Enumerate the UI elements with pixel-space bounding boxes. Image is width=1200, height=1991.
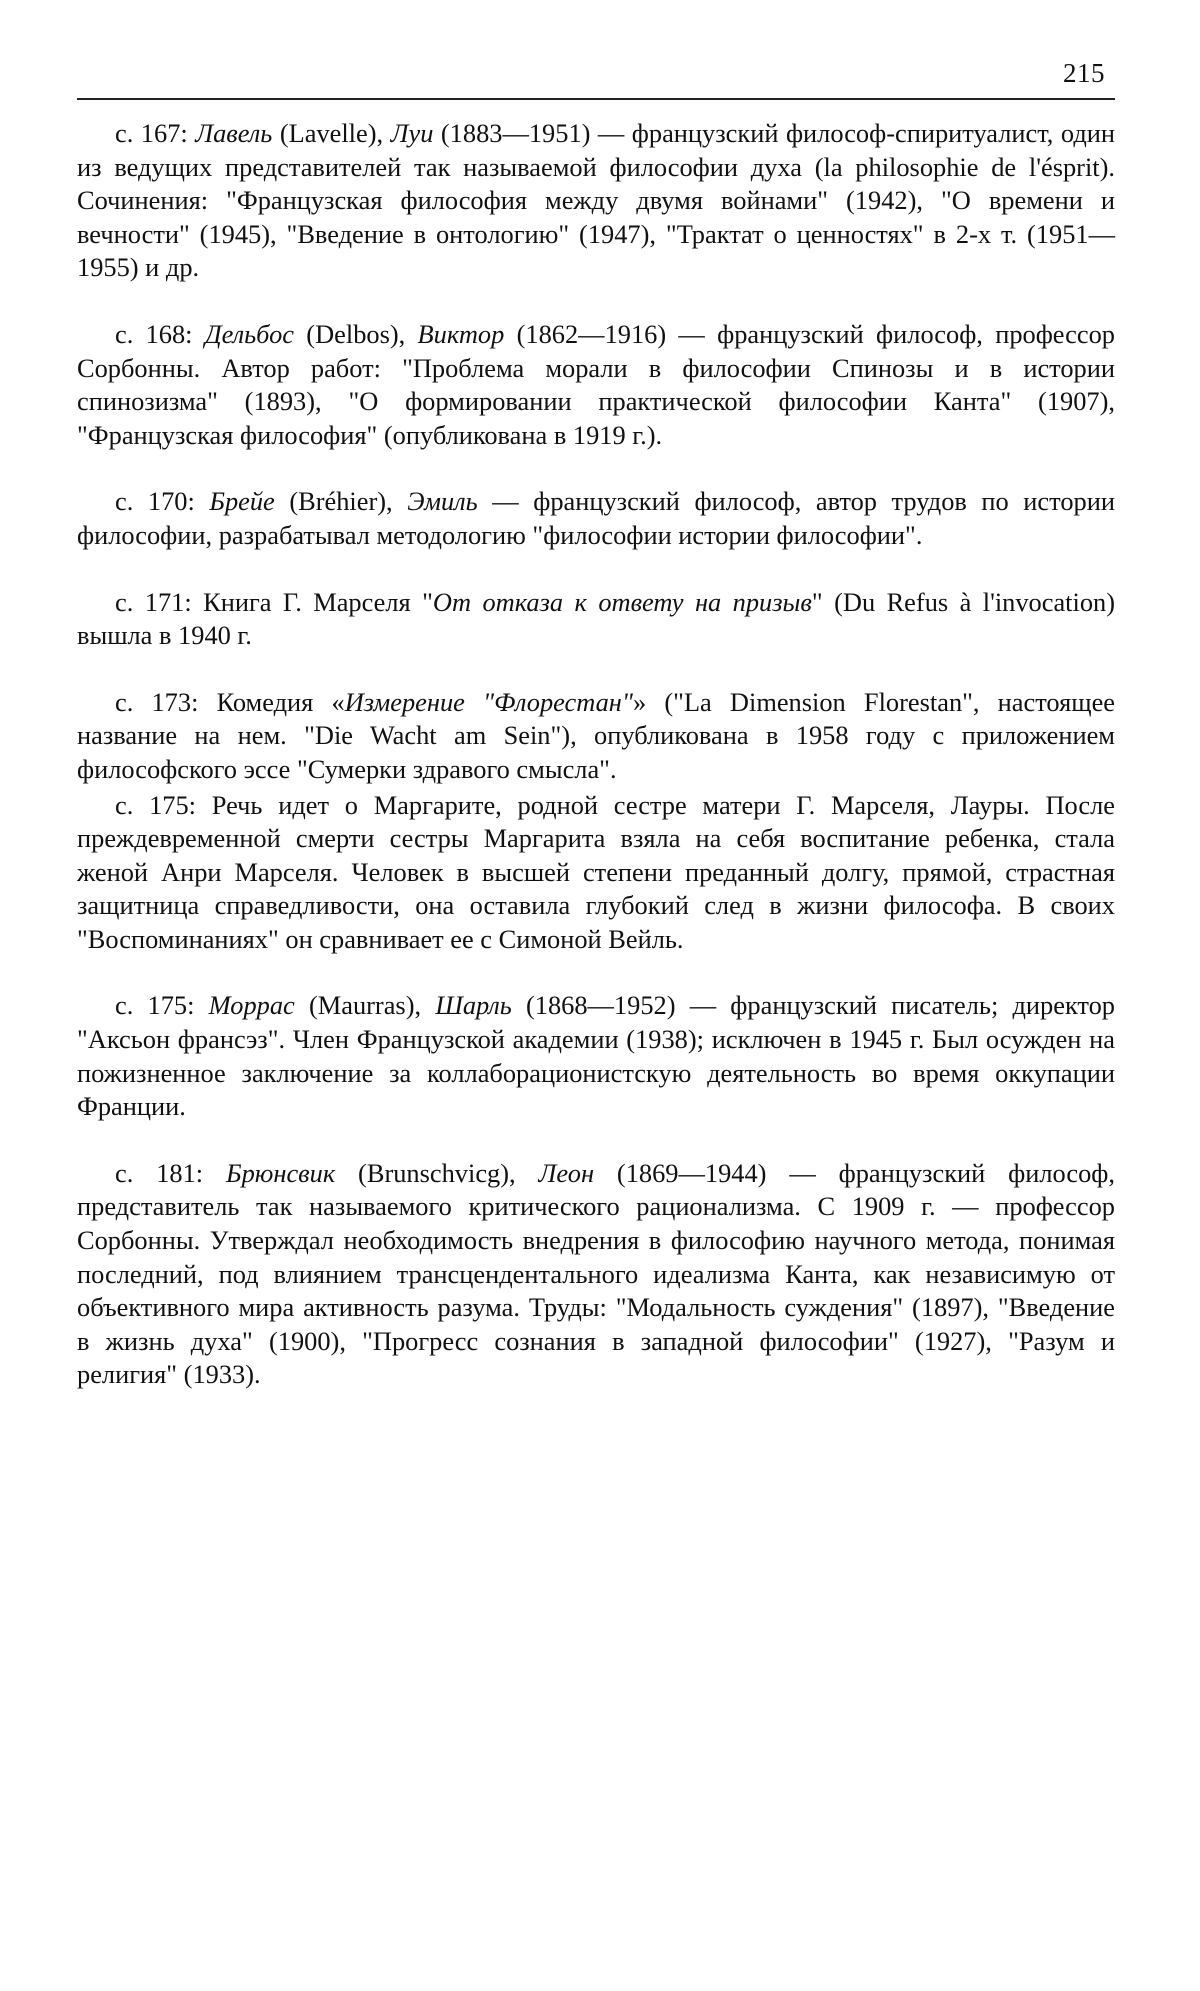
italic-run: Дельбос: [204, 318, 295, 349]
italic-run: Моррас: [208, 990, 295, 1021]
book-page: [77, 52, 1115, 1392]
note-lavelle: [77, 117, 1115, 285]
text-run: с. 181:: [115, 1157, 226, 1188]
text-run: с. 168:: [115, 318, 205, 349]
italic-run: Измерение "Флорестан": [344, 686, 633, 717]
text-run: (1862—1916) — французский философ, профессор Сорбонны. Автор работ: "Проблема морали в философии Спинозы и в истории спинозизма" (1893), "О формировании практической философии Канта" (1907), "Французская философия" (опубликована в 1919 г.).: [77, 318, 1115, 450]
page-number: 215: [1063, 58, 1105, 88]
italic-run: Луи: [390, 118, 434, 148]
note-florestan: [77, 686, 1115, 787]
endnotes: [77, 117, 1115, 1392]
note-brunschvicg: [77, 1157, 1115, 1392]
text-run: с. 175:: [115, 990, 209, 1021]
text-run: (Lavelle),: [272, 118, 391, 148]
text-run: (Bréhier),: [274, 486, 408, 517]
text-run: (Maurras),: [294, 990, 436, 1021]
text-run: » ("La Dimension Florestan", настоящее название на нем. "Die Wacht am Sein"), опубликована в 1958 году с приложением философского эссе "Сумерки здравого смысла".: [77, 686, 1115, 784]
italic-run: Шарль: [435, 990, 512, 1021]
text-run: (Brunschvicg),: [335, 1157, 539, 1188]
italic-run: Брейе: [209, 486, 275, 517]
text-run: с. 175: Речь идет о Маргарите, родной сестре матери Г. Марселя, Лауры. После преждевременной смерти сестры Маргарита взяла на себя воспитание ребенка, стала женой Анри Марселя. Человек в высшей степени преданный долгу, прямой, страстная защитница справедливости, она оставила глубокий след в жизни философа. В своих "Воспоминаниях" он сравнивает ее с Симоной Вейль.: [77, 789, 1115, 954]
text-run: с. 171: Книга Г. Марселя ": [115, 586, 433, 617]
text-run: с. 173: Комедия «: [115, 686, 345, 717]
text-run: с. 170:: [115, 486, 210, 517]
text-run: (1868—1952) — французский писатель; директор "Аксьон франсэз". Член Французской академии (1938); исключен в 1945 г. Был осужден на пожизненное заключение за коллаборационистскую деятельность во время оккупации Франции.: [77, 990, 1115, 1122]
text-run: с. 167:: [115, 118, 196, 148]
italic-run: Брюнсвик: [226, 1157, 336, 1188]
page-header: [77, 52, 1115, 100]
italic-run: Виктор: [417, 318, 505, 349]
note-delbos: [77, 318, 1115, 452]
note-maurras: [77, 989, 1115, 1123]
note-marguerite: [77, 789, 1115, 957]
text-run: (1869—1944) — французский философ, представитель так называемого критического рационализма. С 1909 г. — профессор Сорбонны. Утверждал необходимость внедрения в философию научного метода, понимая последний, под влиянием трансцендентального идеализма Канта, как независимую от объективного мира активность разума. Труды: "Модальность суждения" (1897), "Введение в жизнь духа" (1900), "Прогресс сознания в западной философии" (1927), "Разум и религия" (1933).: [77, 1157, 1115, 1390]
text-run: (Delbos),: [294, 318, 418, 349]
italic-run: Леон: [538, 1157, 595, 1188]
note-brehier: [77, 485, 1115, 552]
text-run: " (Du Refus à l'invocation) вышла в 1940 г.: [77, 586, 1116, 651]
italic-run: Эмиль: [407, 486, 478, 517]
note-marcel-book: [77, 586, 1115, 653]
italic-run: От отказа к ответу на призыв: [432, 586, 812, 617]
text-run: — французский философ, автор трудов по истории философии, разрабатывал методологию "философии истории философии".: [77, 486, 1115, 550]
italic-run: Лавель: [195, 118, 273, 148]
text-run: (1883—1951) — французский философ-спиритуалист, один из ведущих представителей так называемой философии духа (la philosophie de l'ésprit). Сочинения: "Французская философия между двумя войнами" (1942), "О времени и вечности" (1945), "Введение в онтологию" (1947), "Трактат о ценностях" в 2-х т. (1951—1955) и др.: [77, 118, 1115, 283]
